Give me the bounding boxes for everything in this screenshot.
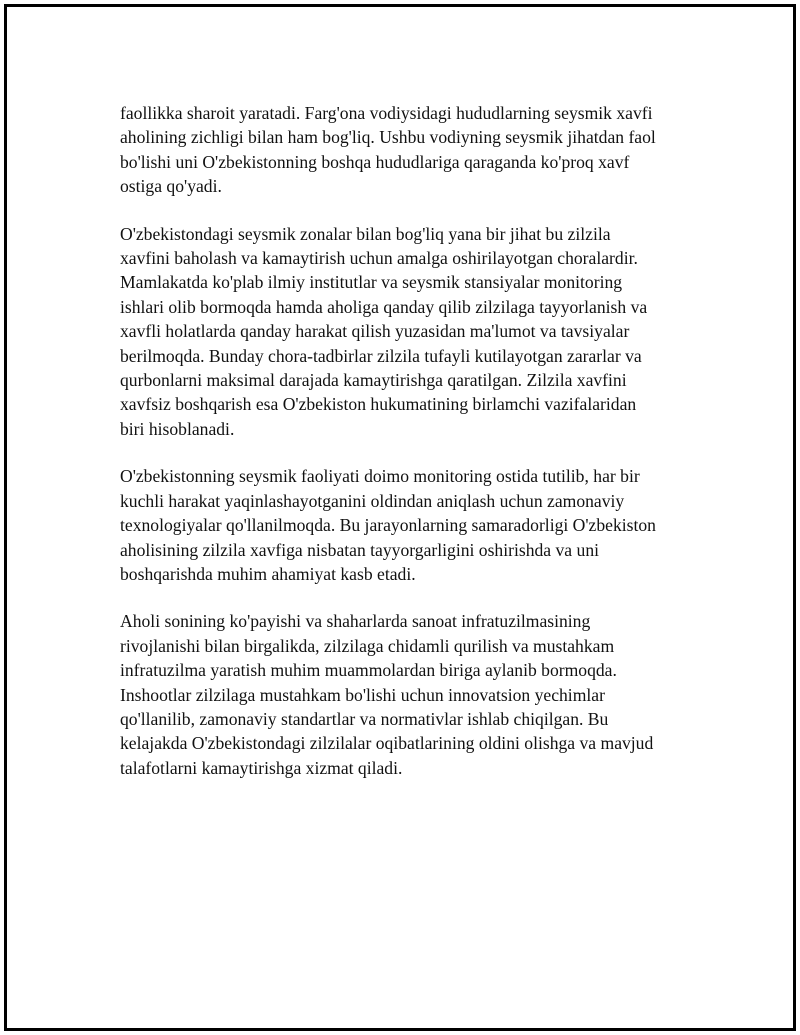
paragraph-1: faollikka sharoit yaratadi. Farg'ona vodiysidagi hududlarning seysmik xavfi aholining zichligi bilan ham bog'liq. Ushbu vodiyning seysmik jihatdan faol bo'lishi uni O'zbekistonning boshqa hududlariga qaraganda ko'proq xavf ostiga qo'yadi. — [120, 103, 656, 197]
paragraph-4: Aholi sonining ko'payishi va shaharlarda sanoat infratuzilmasining rivojlanishi bilan birgalikda, zilzilaga chidamli qurilish va mustahkam infratuzilma yaratish muhim muammolardan biriga aylanib bormoqda. Inshootlar zilzilaga mustahkam bo'lishi uchun innovatsion yechimlar qo'llanilib, zamonaviy standartlar va normativlar ishlab chiqilgan. Bu kelajakda O'zbekistondagi zilzilalar oqibatlarining oldini olishga va mavjud talafotlarni kamaytirishga xizmat qiladi. — [120, 611, 654, 778]
document-page — [4, 4, 796, 1031]
document-body — [120, 101, 700, 803]
paragraph-3: O'zbekistonning seysmik faoliyati doimo monitoring ostida tutilib, har bir kuchli harakat yaqinlashayotganini oldindan aniqlash uchun zamonaviy texnologiyalar qo'llanilmoqda. Bu jarayonlarning samaradorligi O'zbekiston aholisining zilzila xavfiga nisbatan tayyorgarligini oshirishda va uni boshqarishda muhim ahamiyat kasb etadi. — [120, 466, 656, 584]
paragraph-2: O'zbekistondagi seysmik zonalar bilan bog'liq yana bir jihat bu zilzila xavfini baholash va kamaytirish uchun amalga oshirilayotgan choralardir. Mamlakatda ko'plab ilmiy institutlar va seysmik stansiyalar monitoring ishlari olib bormoqda hamda aholiga qanday qilib zilzilaga tayyorlanish va xavfli holatlarda qanday harakat qilish yuzasidan ma'lumot va tavsiyalar berilmoqda. Bunday chora-tadbirlar zilzila tufayli kutilayotgan zararlar va qurbonlarni maksimal darajada kamaytirishga qaratilgan. Zilzila xavfini xavfsiz boshqarish esa O'zbekiston hukumatining birlamchi vazifalaridan biri hisoblanadi. — [120, 223, 648, 439]
